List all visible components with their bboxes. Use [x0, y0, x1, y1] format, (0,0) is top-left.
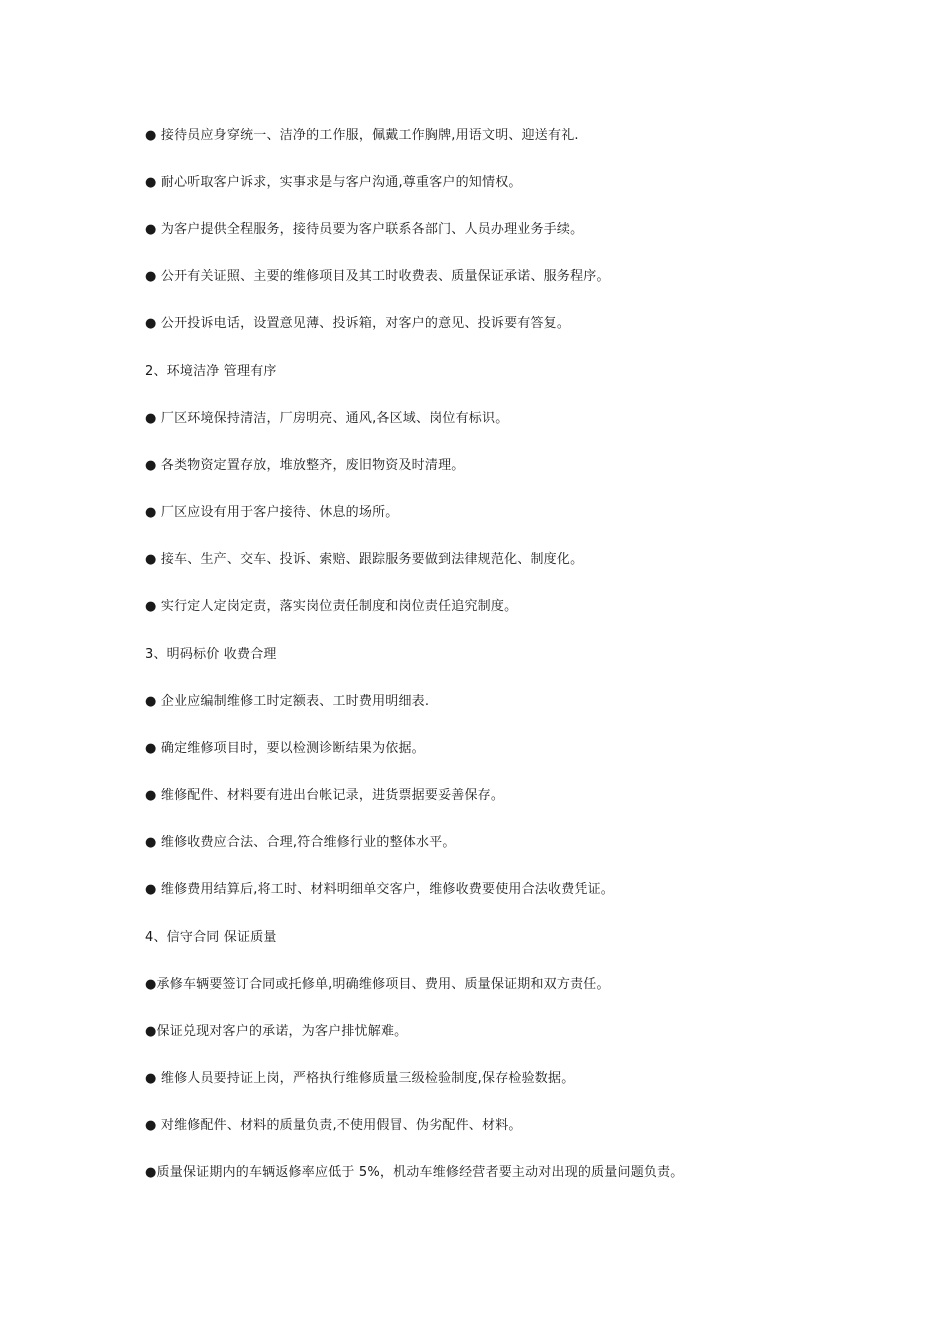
paragraph-line: ● 对维修配件、材料的质量负责,不使用假冒、伪劣配件、材料。	[145, 1118, 522, 1133]
paragraph-line: ●承修车辆要签订合同或托修单,明确维修项目、费用、质量保证期和双方责任。	[145, 977, 610, 992]
paragraph-line: ● 厂区应设有用于客户接待、休息的场所。	[145, 505, 399, 520]
paragraph-line: ● 厂区环境保持清洁，厂房明亮、通风,各区域、岗位有标识。	[145, 411, 509, 426]
paragraph-line: ● 公开投诉电话，设置意见薄、投诉箱，对客户的意见、投诉要有答复。	[145, 316, 571, 331]
paragraph-line: ● 维修费用结算后,将工时、材料明细单交客户，维修收费要使用合法收费凭证。	[145, 882, 615, 897]
paragraph-line: ● 公开有关证照、主要的维修项目及其工时收费表、质量保证承诺、服务程序。	[145, 269, 610, 284]
section-heading: 2、环境洁净 管理有序	[145, 364, 277, 379]
paragraph-line: ● 企业应编制维修工时定额表、工时费用明细表.	[145, 694, 430, 709]
paragraph-line: ● 维修人员要持证上岗，严格执行维修质量三级检验制度,保存检验数据。	[145, 1071, 575, 1086]
paragraph-line: ● 为客户提供全程服务，接待员要为客户联系各部门、人员办理业务手续。	[145, 222, 584, 237]
paragraph-line: ● 接车、生产、交车、投诉、索赔、跟踪服务要做到法律规范化、制度化。	[145, 552, 584, 567]
paragraph-line: ● 实行定人定岗定责，落实岗位责任制度和岗位责任追究制度。	[145, 599, 518, 614]
paragraph-line: ● 耐心听取客户诉求，实事求是与客户沟通,尊重客户的知情权。	[145, 175, 522, 190]
paragraph-line: ●保证兑现对客户的承诺，为客户排忧解难。	[145, 1024, 408, 1039]
section-heading: 4、信守合同 保证质量	[145, 930, 277, 945]
paragraph-line: ● 维修配件、材料要有进出台帐记录，进货票据要妥善保存。	[145, 788, 505, 803]
section-heading: 3、明码标价 收费合理	[145, 647, 277, 662]
paragraph-line: ● 确定维修项目时，要以检测诊断结果为依据。	[145, 741, 425, 756]
paragraph-line: ● 维修收费应合法、合理,符合维修行业的整体水平。	[145, 835, 456, 850]
paragraph-line: ●质量保证期内的车辆返修率应低于 5%，机动车维修经营者要主动对出现的质量问题负责。	[145, 1165, 684, 1180]
paragraph-line: ● 各类物资定置存放，堆放整齐，废旧物资及时清理。	[145, 458, 465, 473]
paragraph-line: ● 接待员应身穿统一、洁净的工作服，佩戴工作胸牌,用语文明、迎送有礼.	[145, 128, 579, 143]
